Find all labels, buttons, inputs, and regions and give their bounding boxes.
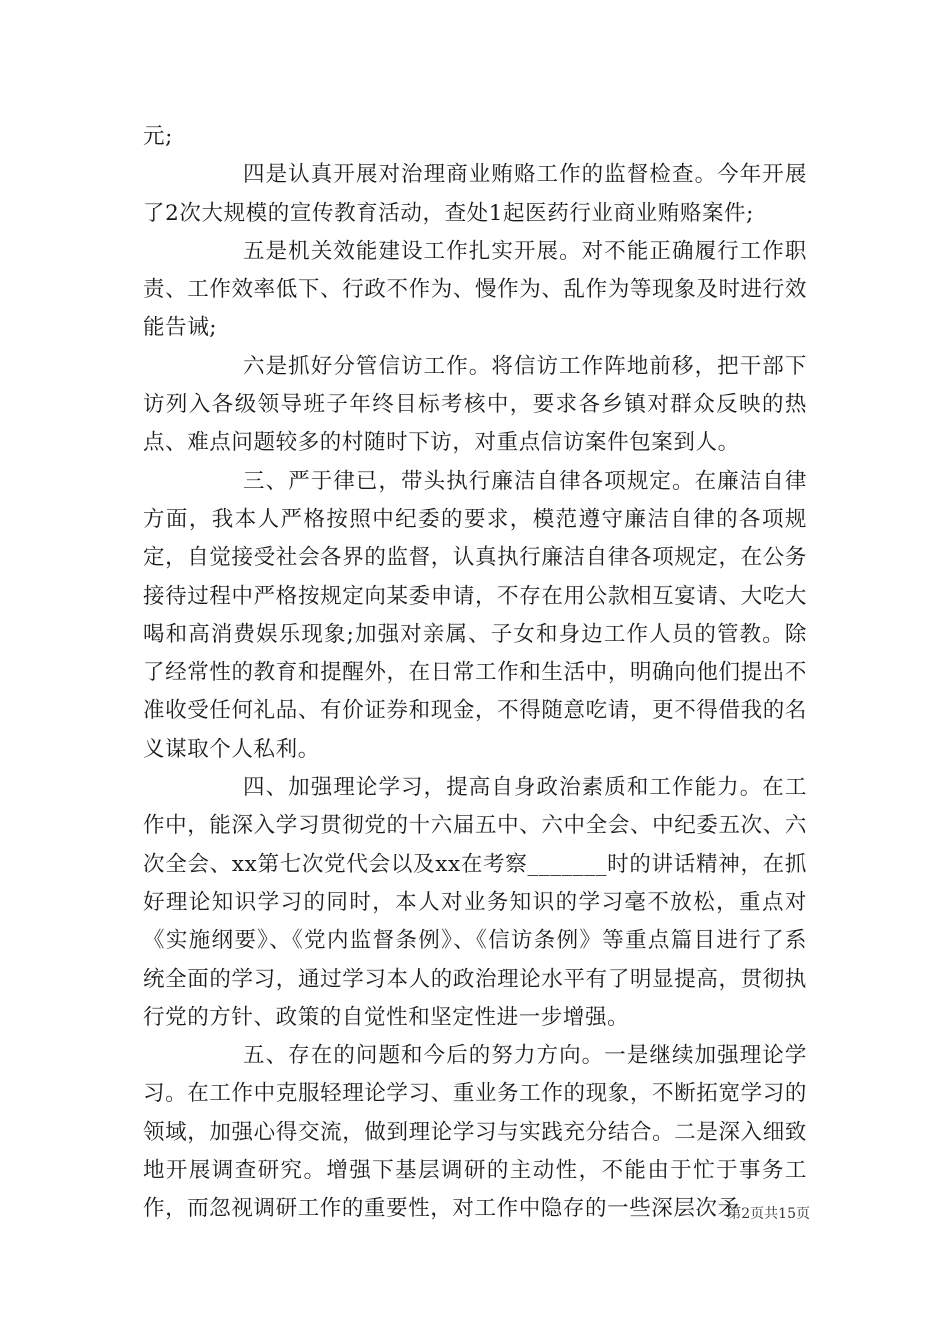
paragraph: 五、存在的问题和今后的努力方向。一是继续加强理论学习。在工作中克服轻理论学习、重业务工作的现象，不断拓宽学习的领域，加强心得交流，做到理论学习与实践充分结合。二是深入细致地开展调查研究。增强下基层调研的主动性，不能由于忙于事务工作，而忽视调研工作的重要性，对工作中隐存的一些深层次矛 — [143, 1043, 807, 1222]
document-body — [143, 118, 807, 1229]
paragraph: 四、加强理论学习，提高自身政治素质和工作能力。在工作中，能深入学习贯彻党的十六届五中、六中全会、中纪委五次、六次全会、xx第七次党代会以及xx在考察_______时的讲话精神，在抓好理论知识学习的同时，本人对业务知识的学习毫不放松，重点对《实施纲要》、《党内监督条例》、《信访条例》等重点篇目进行了系统全面的学习，通过学习本人的政治理论水平有了明显提高，贯彻执行党的方针、政策的自觉性和坚定性进一步增强。 — [143, 775, 807, 1030]
paragraph: 五是机关效能建设工作扎实开展。对不能正确履行工作职责、工作效率低下、行政不作为、慢作为、乱作为等现象及时进行效能告诫; — [143, 238, 807, 341]
paragraph: 六是抓好分管信访工作。将信访工作阵地前移，把干部下访列入各级领导班子年终目标考核中，要求各乡镇对群众反映的热点、难点问题较多的村随时下访，对重点信访案件包案到人。 — [143, 353, 807, 456]
paragraph: 三、严于律已，带头执行廉洁自律各项规定。在廉洁自律方面，我本人严格按照中纪委的要求，模范遵守廉洁自律的各项规定，自觉接受社会各界的监督，认真执行廉洁自律各项规定，在公务接待过程中严格按规定向某委申请，不存在用公款相互宴请、大吃大喝和高消费娱乐现象;加强对亲属、子女和身边工作人员的管教。除了经常性的教育和提醒外，在日常工作和生活中，明确向他们提出不准收受任何礼品、有价证券和现金，不得随意吃请，更不得借我的名义谋取个人私利。 — [143, 468, 807, 762]
page-number: 第2页共15页 — [727, 1206, 810, 1222]
paragraph: 四是认真开展对治理商业贿赂工作的监督检查。今年开展了2次大规模的宣传教育活动，查处1起医药行业商业贿赂案件; — [143, 162, 807, 226]
paragraph: 元; — [143, 124, 173, 149]
